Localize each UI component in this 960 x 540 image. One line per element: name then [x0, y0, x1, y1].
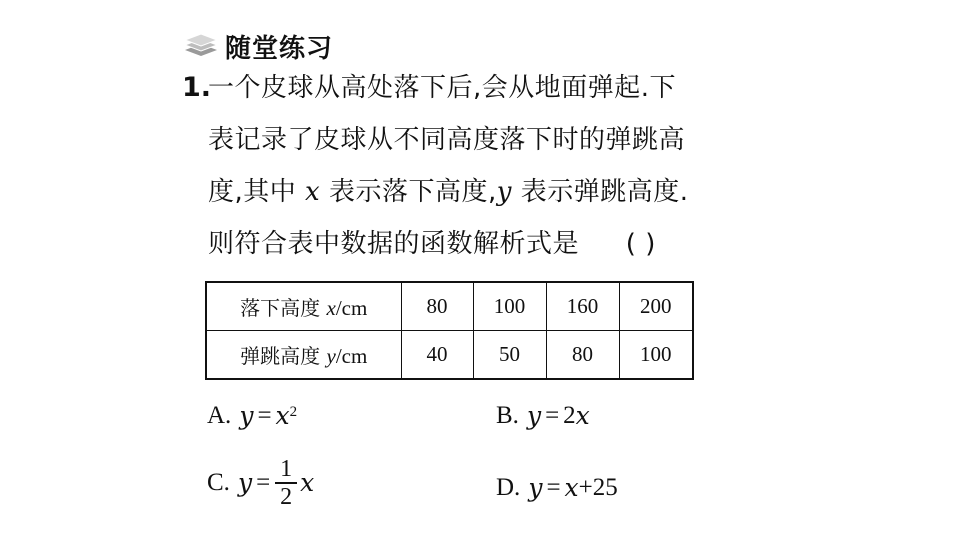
option-b-equals: = [545, 402, 560, 429]
table-cell: 80 [401, 282, 473, 331]
table-row-header [206, 331, 401, 380]
row-header-var: x [326, 296, 336, 320]
option-b-coefficient: 2 [563, 402, 576, 429]
option-b-lhs: y [526, 401, 542, 430]
option-d-rhs: x [564, 473, 579, 502]
option-b-rhs: x [575, 401, 590, 430]
option-b-letter: B. [496, 402, 519, 429]
question-line-3 [208, 174, 688, 210]
question-text-3c: 表示弹跳高度. [520, 177, 689, 207]
option-a-lhs: y [239, 401, 254, 430]
option-c-numerator: 1 [280, 456, 293, 482]
option-d-tail: +25 [578, 474, 618, 501]
option-a-letter: A. [207, 402, 232, 429]
option-d-lhs: y [528, 473, 543, 502]
option-c-denominator: 2 [280, 483, 293, 510]
option-c-rhs: x [300, 467, 315, 497]
table-row-bounce-height [206, 331, 693, 380]
question-line-1 [208, 70, 676, 106]
table-row-header [206, 282, 401, 331]
row-header-unit: /cm [335, 344, 368, 368]
row-header-var: y [326, 344, 336, 368]
table-cell: 40 [401, 331, 473, 380]
answer-blank: ( ) [625, 229, 656, 259]
row-header-unit: /cm [335, 296, 368, 320]
option-c-fraction [275, 456, 297, 510]
option-d[interactable] [496, 472, 618, 504]
question-text-3a: 度,其中 [208, 177, 297, 207]
table-row-drop-height [206, 282, 693, 331]
option-a-equals: = [257, 402, 272, 429]
option-a-rhs: x [275, 401, 290, 430]
table-cell: 50 [473, 331, 546, 380]
option-d-equals: = [546, 474, 561, 501]
table-cell: 200 [619, 282, 693, 331]
variable-x: x [305, 177, 321, 207]
option-d-letter: D. [496, 474, 521, 501]
question-line-2 [208, 122, 685, 158]
table-cell: 80 [546, 331, 619, 380]
question-text-1: 一个皮球从高处落下后,会从地面弹起.下 [208, 73, 677, 103]
variable-y: y [496, 177, 512, 207]
option-c[interactable] [207, 456, 314, 510]
option-b[interactable] [496, 400, 590, 432]
question-text-4: 则符合表中数据的函数解析式是 [208, 229, 580, 259]
table-cell: 100 [473, 282, 546, 331]
row-header-text: 落下高度 [240, 296, 321, 320]
row-header-text: 弹跳高度 [240, 344, 321, 368]
table-cell: 160 [546, 282, 619, 331]
section-title: 随堂练习 [225, 33, 334, 64]
data-table [205, 281, 694, 380]
stacked-layers-icon [183, 31, 219, 61]
section-header [183, 28, 333, 64]
question-text-2: 表记录了皮球从不同高度落下时的弹跳高 [208, 125, 686, 155]
option-c-lhs: y [237, 467, 253, 497]
option-c-equals: = [256, 468, 271, 496]
question-text-3b: 表示落下高度, [328, 177, 497, 207]
option-c-letter: C. [207, 468, 230, 496]
option-a-exponent: 2 [289, 404, 298, 420]
option-a[interactable] [207, 400, 297, 432]
table-cell: 100 [619, 331, 693, 380]
question-line-4 [208, 226, 656, 262]
question-number: 1. [182, 72, 212, 103]
